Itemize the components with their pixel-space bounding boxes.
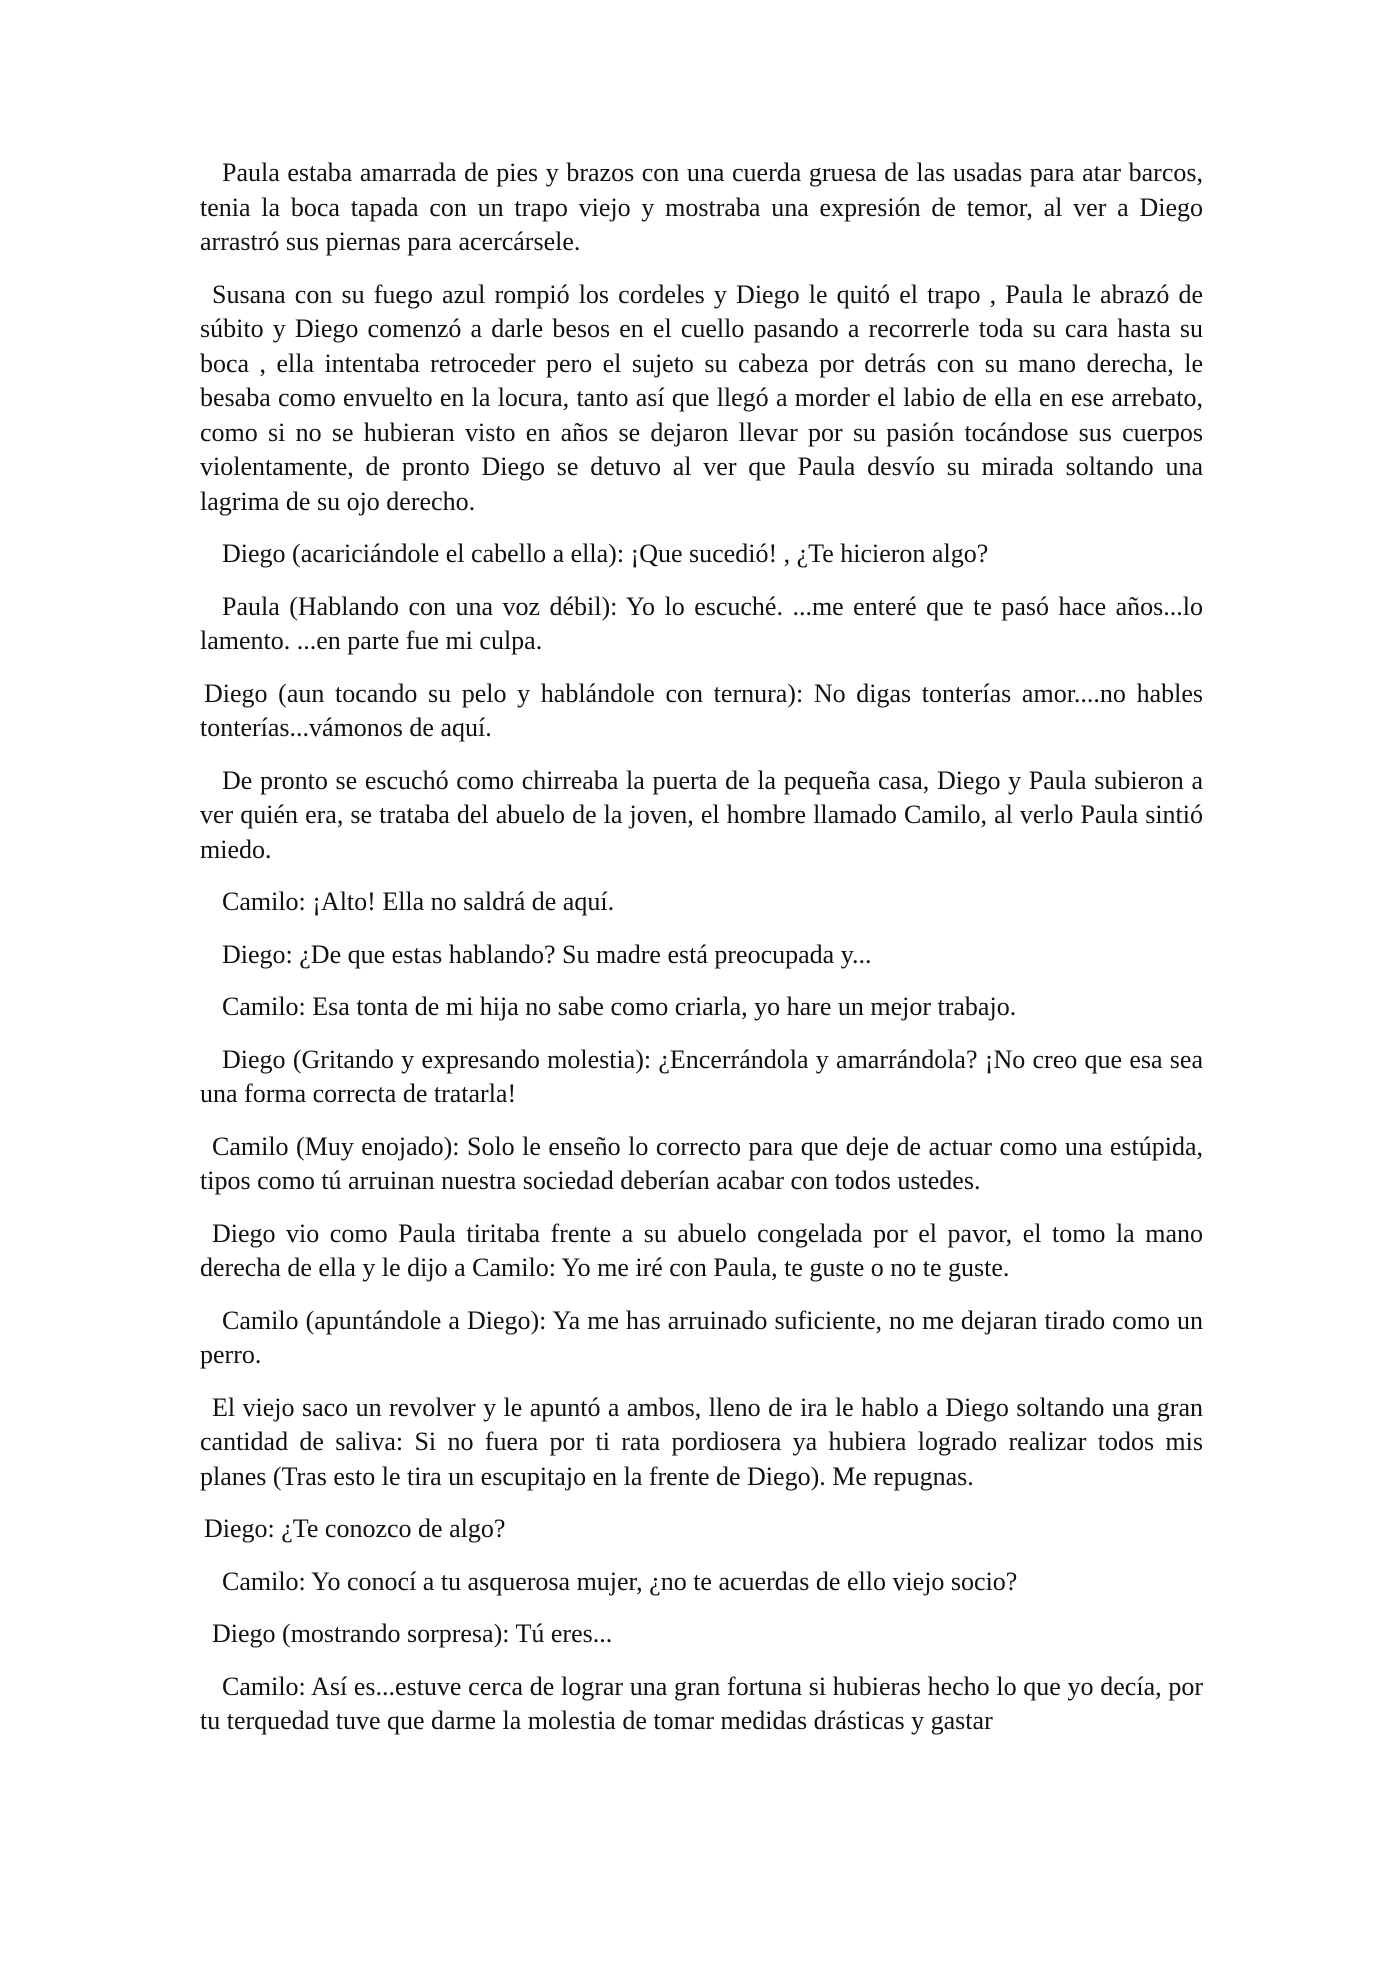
paragraph: Paula estaba amarrada de pies y brazos con una cuerda gruesa de las usadas para atar barcos, tenia la boca tapada con un trapo viejo y mostraba una expresión de temor, al ver a Diego arrastró sus piernas para acercársele. <box>200 158 1203 256</box>
paragraph: Susana con su fuego azul rompió los cordeles y Diego le quitó el trapo , Paula le abrazó de súbito y Diego comenzó a darle besos en el cuello pasando a recorrerle toda su cara hasta su boca , ella intentaba retroceder pero el sujeto su cabeza por detrás con su mano derecha, le besaba como envuelto en la locura, tanto así que llegó a morder el labio de ella en ese arrebato, como si no se hubieran visto en años se dejaron llevar por su pasión tocándose sus cuerpos violentamente, de pronto Diego se detuvo al ver que Paula desvío su mirada soltando una lagrima de su ojo derecho. <box>200 279 1203 516</box>
paragraph: Diego (acariciándole el cabello a ella): ¡Que sucedió! , ¿Te hicieron algo? <box>222 539 989 568</box>
paragraph: Diego: ¿Te conozco de algo? <box>204 1514 506 1543</box>
paragraph: Camilo: Así es...estuve cerca de lograr una gran fortuna si hubieras hecho lo que yo decía, por tu terquedad tuve que darme la molestia de tomar medidas drásticas y gastar <box>200 1671 1203 1735</box>
paragraph: Camilo: ¡Alto! Ella no saldrá de aquí. <box>222 887 615 916</box>
paragraph: Camilo: Yo conocí a tu asquerosa mujer, ¿no te acuerdas de ello viejo socio? <box>222 1566 1018 1596</box>
paragraph: Diego vio como Paula tiritaba frente a su abuelo congelada por el pavor, el tomo la mano derecha de ella y le dijo a Camilo: Yo me iré con Paula, te guste o no te guste. <box>200 1218 1203 1282</box>
paragraph: Camilo (apuntándole a Diego): Ya me has arruinado suficiente, no me dejaran tirado como un perro. <box>200 1305 1203 1369</box>
paragraph: Paula (Hablando con una voz débil): Yo lo escuché. ...me enteré que te pasó hace años...lo lamento. ...en parte fue mi culpa. <box>200 591 1203 655</box>
paragraph: Diego (Gritando y expresando molestia): ¿Encerrándola y amarrándola? ¡No creo que esa sea una forma correcta de tratarla! <box>200 1044 1203 1108</box>
paragraph: El viejo saco un revolver y le apuntó a ambos, lleno de ira le hablo a Diego soltando una gran cantidad de saliva: Si no fuera por ti rata pordiosera ya hubiera logrado realizar todos mis planes (Tras esto le tira un escupitajo en la frente de Diego). Me repugnas. <box>200 1392 1203 1491</box>
paragraph: Camilo (Muy enojado): Solo le enseño lo correcto para que deje de actuar como una estúpida, tipos como tú arruinan nuestra sociedad deberían acabar con todos ustedes. <box>200 1131 1203 1195</box>
paragraph: De pronto se escuchó como chirreaba la puerta de la pequeña casa, Diego y Paula subieron a ver quién era, se trataba del abuelo de la joven, el hombre llamado Camilo, al verlo Paula sintió miedo. <box>200 765 1203 864</box>
paragraph: Diego: ¿De que estas hablando? Su madre está preocupada y... <box>222 939 872 969</box>
paragraph: Camilo: Esa tonta de mi hija no sabe como criarla, yo hare un mejor trabajo. <box>222 992 1017 1021</box>
paragraph: Diego (aun tocando su pelo y hablándole con ternura): No digas tonterías amor....no hables tonterías...vámonos de aquí. <box>200 678 1203 742</box>
body-text <box>200 156 1203 1757</box>
paragraph: Diego (mostrando sorpresa): Tú eres... <box>212 1619 613 1648</box>
